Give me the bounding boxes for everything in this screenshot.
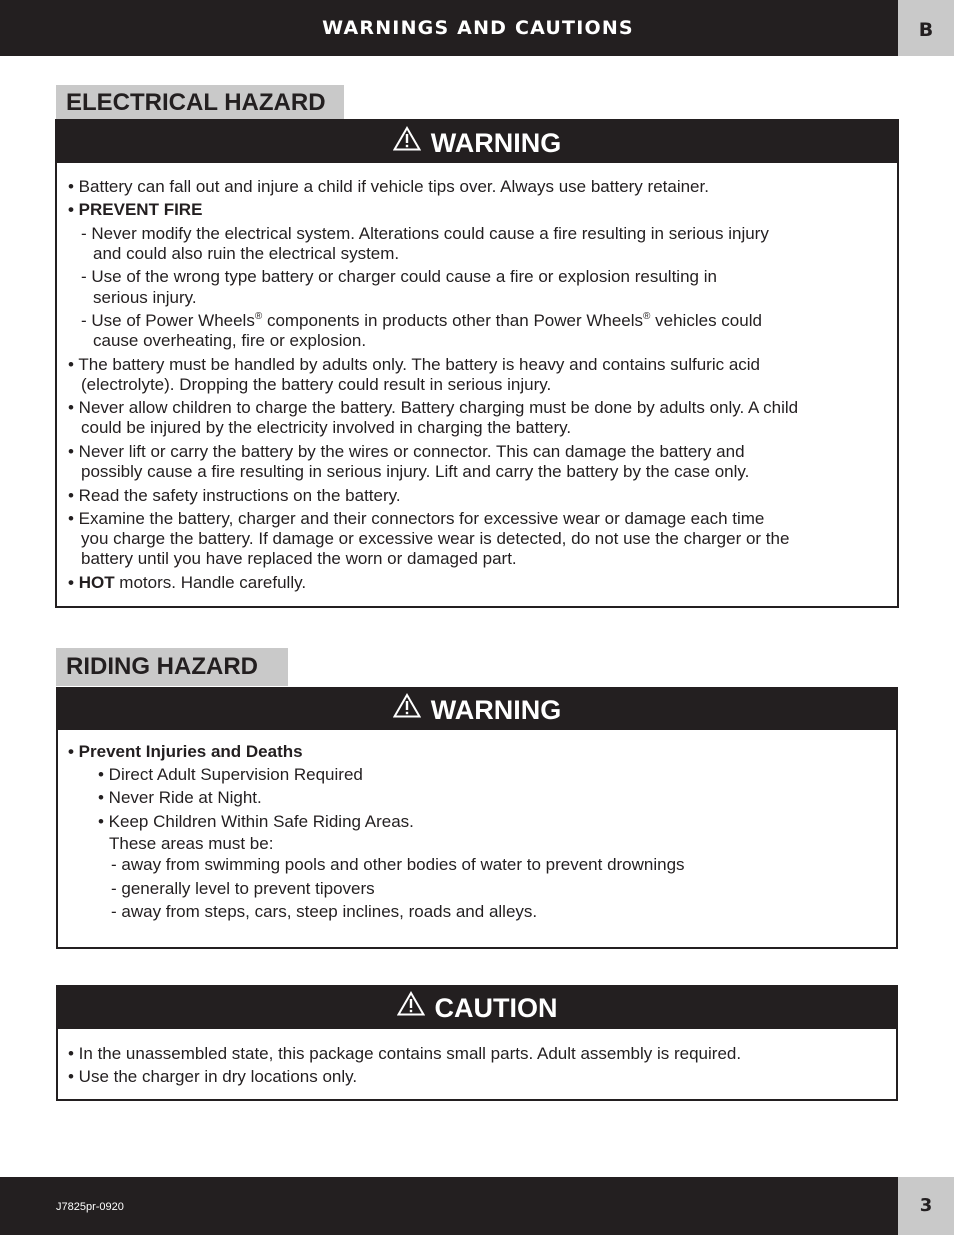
electrical-warning-heading-text: WARNING (430, 128, 562, 158)
riding-warning-heading-text: WARNING (430, 695, 562, 725)
page-number: 3 (919, 1195, 933, 1216)
page-number-tab (898, 1177, 954, 1235)
caution-box (56, 985, 898, 1101)
electrical-warning-heading (57, 121, 897, 163)
caution-heading-text: CAUTION (434, 993, 558, 1023)
electrical-line-18: battery until you have replaced the worn or damaged part. (81, 549, 517, 568)
electrical-line-7: - Use of Power Wheels® components in products other than Power Wheels® vehicles could (81, 311, 762, 330)
riding-line-2: • Direct Adult Supervision Required (98, 765, 363, 784)
electrical-warning-box (55, 119, 899, 608)
riding-line-8: - away from steps, cars, steep inclines, roads and alleys. (111, 902, 538, 921)
riding-line-1: • Prevent Injuries and Deaths (68, 742, 303, 761)
section-tab (898, 0, 954, 56)
electrical-line-5: - Use of the wrong type battery or charger could cause a fire or explosion resulting in (81, 267, 717, 286)
header-bar (0, 0, 898, 56)
electrical-line-8: cause overheating, fire or explosion. (93, 331, 367, 350)
electrical-line-9: • The battery must be handled by adults only. The battery is heavy and contains sulfuric acid (68, 355, 761, 374)
caution-line-2: • Use the charger in dry locations only. (68, 1067, 358, 1086)
riding-line-7: - generally level to prevent tipovers (111, 879, 375, 898)
electrical-line-6: serious injury. (93, 288, 197, 307)
electrical-line-17: you charge the battery. If damage or excessive wear is detected, do not use the charger or the (81, 529, 790, 548)
riding-warning-heading (58, 689, 896, 730)
electrical-line-3: - Never modify the electrical system. Alterations could cause a fire resulting in serious injury (81, 224, 769, 243)
electrical-line-11: • Never allow children to charge the battery. Battery charging must be done by adults only. A child (68, 398, 799, 417)
electrical-line-19: • HOT motors. Handle carefully. (68, 573, 307, 592)
document-code: J7825pr-0920 (56, 1201, 124, 1213)
electrical-line-12: could be injured by the electricity involved in charging the battery. (81, 418, 572, 437)
electrical-line-2: • PREVENT FIRE (68, 200, 203, 219)
warning-triangle-icon (393, 688, 421, 730)
electrical-line-10: (electrolyte). Dropping the battery could result in serious injury. (81, 375, 552, 394)
electrical-line-14: possibly cause a fire resulting in serious injury. Lift and carry the battery by the case only. (81, 462, 750, 481)
electrical-line-1: • Battery can fall out and injure a child if vehicle tips over. Always use battery retainer. (68, 177, 709, 196)
warning-triangle-icon (397, 986, 425, 1028)
riding-line-3: • Never Ride at Night. (98, 788, 262, 807)
caution-line-1: • In the unassembled state, this package contains small parts. Adult assembly is required. (68, 1044, 742, 1063)
electrical-line-13: • Never lift or carry the battery by the wires or connector. This can damage the battery and (68, 442, 745, 461)
electrical-hazard-label: ELECTRICAL HAZARD (56, 85, 344, 121)
riding-line-5: These areas must be: (109, 834, 274, 853)
caution-heading (58, 987, 896, 1029)
electrical-line-4: and could also ruin the electrical system. (93, 244, 400, 263)
electrical-line-15: • Read the safety instructions on the battery. (68, 486, 401, 505)
riding-warning-box (56, 687, 898, 949)
riding-hazard-label: RIDING HAZARD (56, 648, 288, 686)
warning-triangle-icon (393, 120, 421, 164)
page-header-title: WARNINGS AND CAUTIONS (322, 17, 634, 39)
footer-bar (0, 1177, 898, 1235)
electrical-line-16: • Examine the battery, charger and their connectors for excessive wear or damage each time (68, 509, 765, 528)
riding-line-6: - away from swimming pools and other bodies of water to prevent drownings (111, 855, 685, 874)
section-tab-letter: B (918, 19, 934, 41)
riding-line-4: • Keep Children Within Safe Riding Areas. (98, 812, 414, 831)
